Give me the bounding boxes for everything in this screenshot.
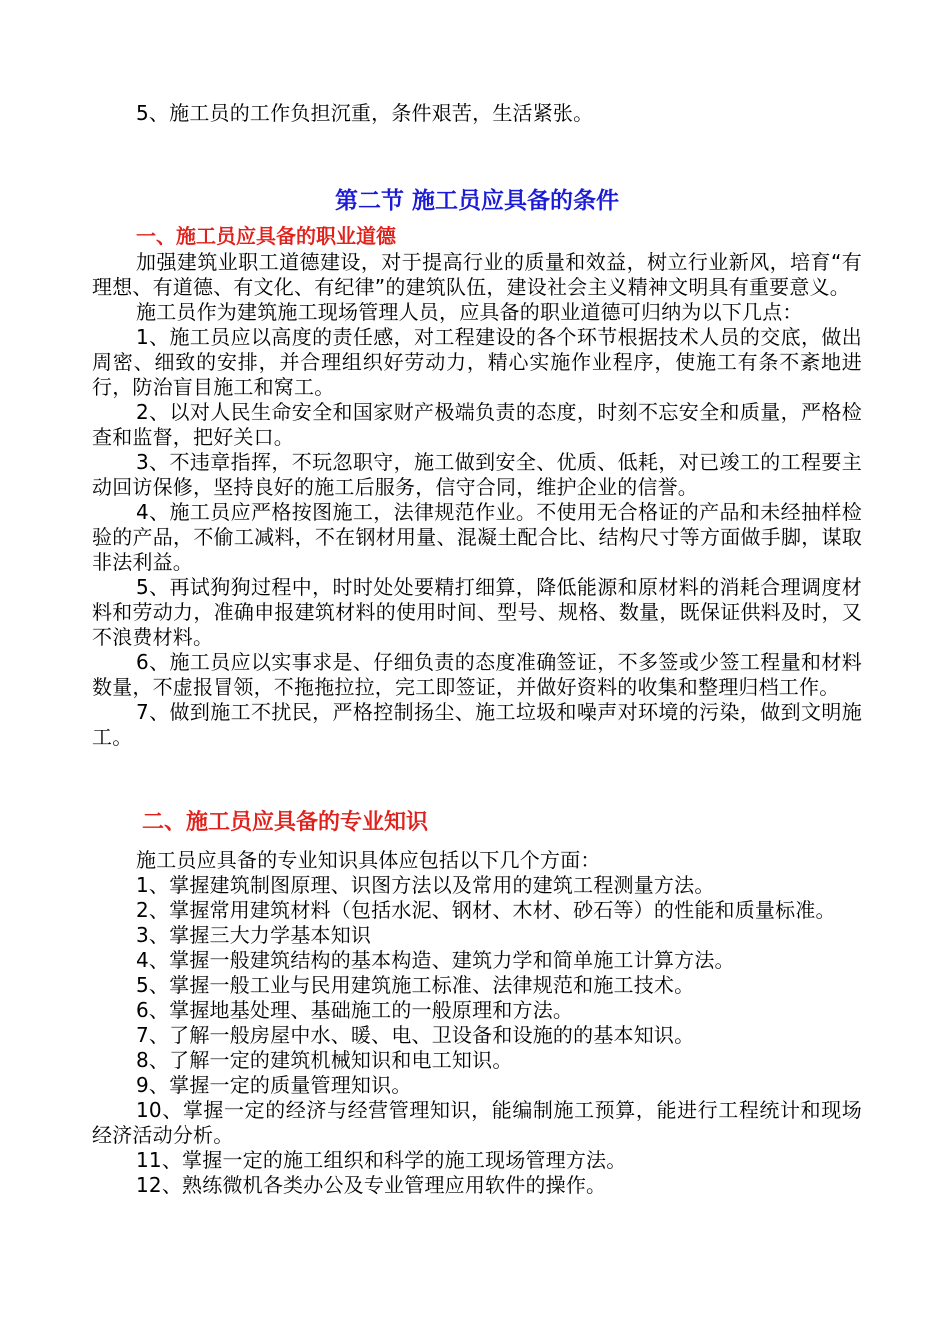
list-item: 6、施工员应以实事求是、仔细负责的态度准确签证，不多签或少签工程量和材料数量，不虚报冒领，不拖拖拉拉，完工即签证，并做好资料的收集和整理归档工作。 [92, 650, 862, 699]
top-list-item: 5、施工员的工作负担沉重，条件艰苦，生活紧张。 [136, 101, 594, 125]
list-item: 3、掌握三大力学基本知识 [136, 923, 372, 947]
list-item: 4、掌握一般建筑结构的基本构造、建筑力学和简单施工计算方法。 [136, 948, 735, 972]
part2-heading: 二、施工员应具备的专业知识 [142, 810, 429, 835]
list-item: 7、做到施工不扰民，严格控制扬尘、施工垃圾和噪声对环境的污染，做到文明施工。 [92, 700, 862, 749]
list-item: 9、掌握一定的质量管理知识。 [136, 1073, 412, 1097]
list-item: 11、掌握一定的施工组织和科学的施工现场管理方法。 [136, 1148, 627, 1172]
paragraph: 加强建筑业职工道德建设，对于提高行业的质量和效益，树立行业新风，培育“有理想、有道德、有文化、有纪律”的建筑队伍，建设社会主义精神文明具有重要意义。 [92, 250, 862, 299]
list-item: 3、不违章指挥，不玩忽职守，施工做到安全、优质、低耗，对已竣工的工程要主动回访保修，坚持良好的施工后服务，信守合同，维护企业的信誉。 [92, 450, 862, 499]
section-title: 第二节 施工员应具备的条件 [334, 188, 619, 214]
list-item: 2、以对人民生命安全和国家财产极端负责的态度，时刻不忘安全和质量，严格检查和监督，把好关口。 [92, 400, 862, 449]
paragraph: 施工员作为建筑施工现场管理人员，应具备的职业道德可归纳为以下几点： [136, 300, 803, 324]
list-item: 10、掌握一定的经济与经营管理知识，能编制施工预算，能进行工程统计和现场经济活动分析。 [92, 1098, 862, 1147]
list-item: 8、了解一定的建筑机械知识和电工知识。 [136, 1048, 513, 1072]
list-item: 2、掌握常用建筑材料（包括水泥、钢材、木材、砂石等）的性能和质量标准。 [136, 898, 836, 922]
list-item: 4、施工员应严格按图施工，法律规范作业。不使用无合格证的产品和未经抽样检验的产品，不偷工减料，不在钢材用量、混凝土配合比、结构尺寸等方面做手脚，谋取非法利益。 [92, 500, 862, 574]
part2-body [92, 848, 862, 1198]
list-item: 1、掌握建筑制图原理、识图方法以及常用的建筑工程测量方法。 [136, 873, 715, 897]
list-item: 5、掌握一般工业与民用建筑施工标准、法律规范和施工技术。 [136, 973, 695, 997]
list-item: 6、掌握地基处理、基础施工的一般原理和方法。 [136, 998, 574, 1022]
part1-body [92, 250, 862, 750]
list-item: 7、了解一般房屋中水、暖、电、卫设备和设施的的基本知识。 [136, 1023, 695, 1047]
list-item: 5、再试狗狗过程中，时时处处要精打细算，降低能源和原材料的消耗合理调度材料和劳动力，准确申报建筑材料的使用时间、型号、规格、数量，既保证供料及时，又不浪费材料。 [92, 575, 862, 649]
part1-heading: 一、施工员应具备的职业道德 [136, 224, 396, 248]
list-item: 12、熟练微机各类办公及专业管理应用软件的操作。 [136, 1173, 607, 1197]
list-item: 1、施工员应以高度的责任感，对工程建设的各个环节根据技术人员的交底，做出周密、细致的安排，并合理组织好劳动力，精心实施作业程序，使施工有条不紊地进行，防治盲目施工和窝工。 [92, 325, 862, 399]
paragraph: 施工员应具备的专业知识具体应包括以下几个方面： [136, 848, 601, 872]
